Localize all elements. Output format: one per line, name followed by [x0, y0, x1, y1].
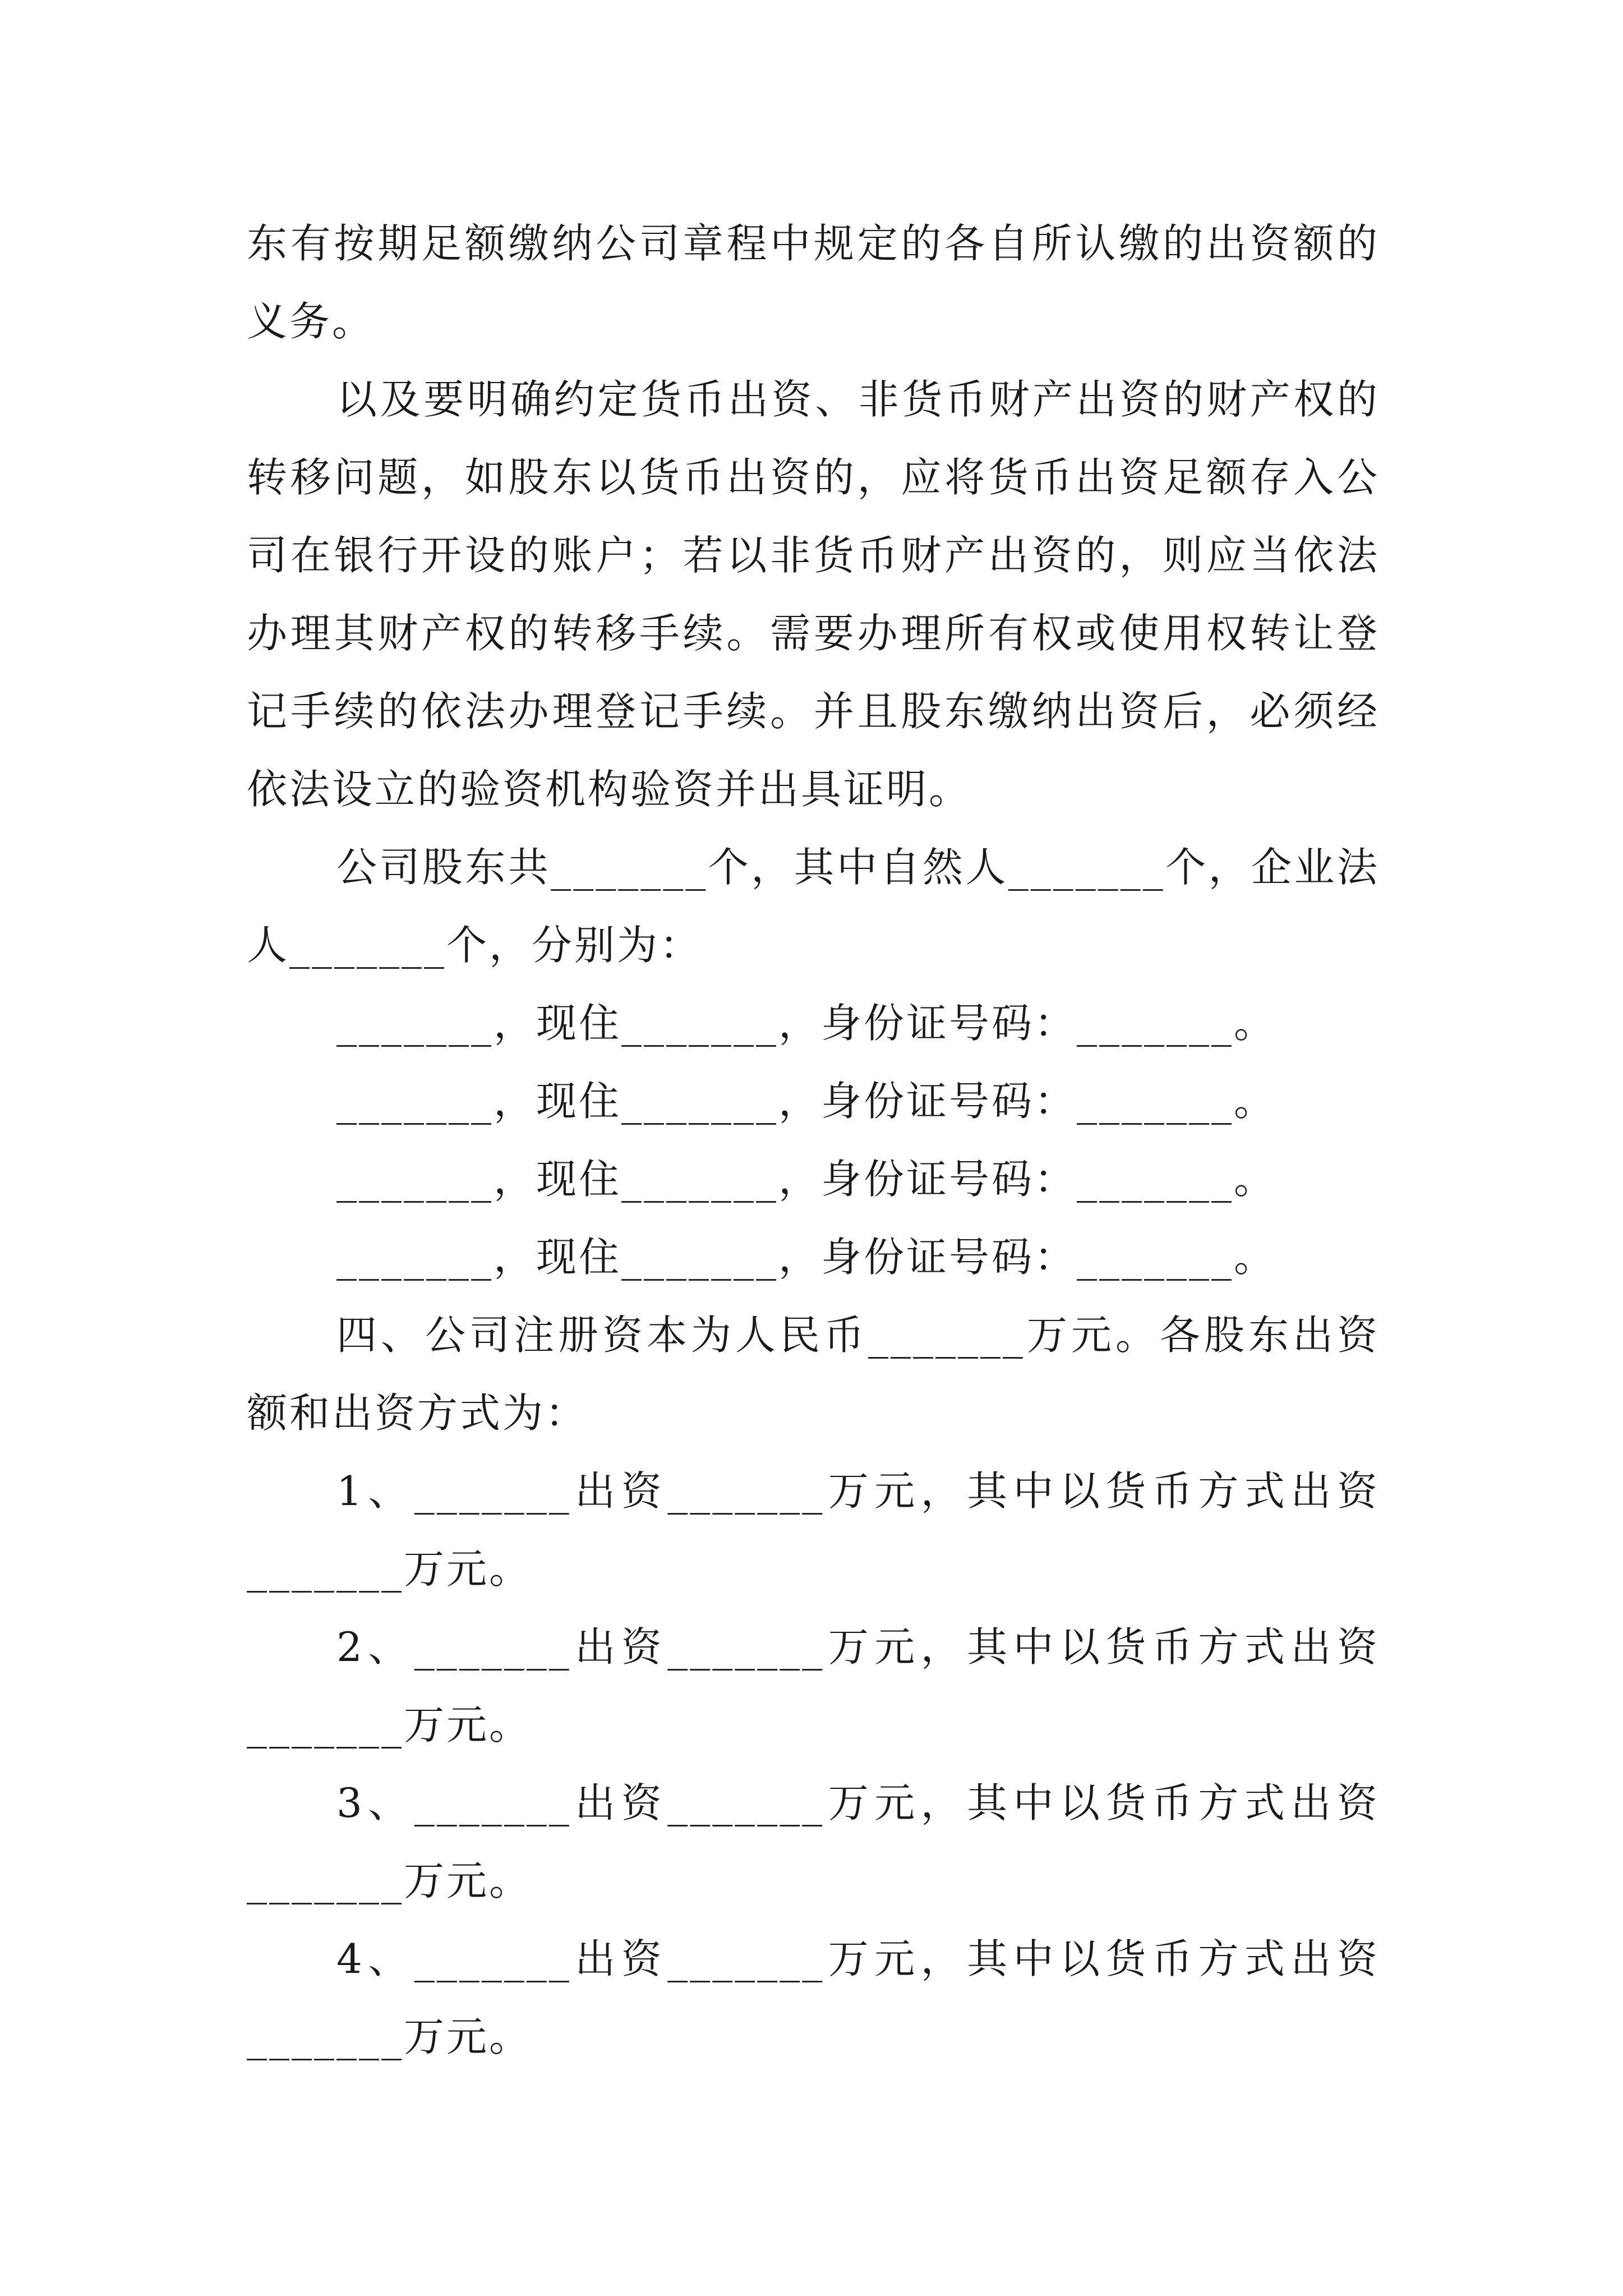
paragraph-registered-capital: 四、公司注册资本为人民币_______万元。各股东出资额和出资方式为： [247, 1312, 1380, 1437]
shareholder-entry-3: _______，现住_______，身份证号码：_______。 [336, 1156, 1277, 1203]
shareholder-entry-4: _______，现住_______，身份证号码：_______。 [336, 1234, 1277, 1281]
contribution-entry-4: 4、_______出资_______万元，其中以货币方式出资_______万元。 [247, 1935, 1380, 2060]
paragraph-obligation-continued: 东有按期足额缴纳公司章程中规定的各自所认缴的出资额的义务。 [247, 220, 1380, 345]
shareholder-entry-2: _______，现住_______，身份证号码：_______。 [336, 1078, 1277, 1125]
paragraph-shareholder-count: 公司股东共_______个，其中自然人_______个，企业法人_______个，分别为： [247, 844, 1380, 969]
document-body [247, 205, 1380, 2076]
shareholder-entry-1: _______，现住_______，身份证号码：_______。 [336, 1000, 1277, 1047]
contribution-entry-1: 1、_______出资_______万元，其中以货币方式出资_______万元。 [247, 1467, 1380, 1593]
paragraph-property-transfer: 以及要明确约定货币出资、非货币财产出资的财产权的转移问题，如股东以货币出资的，应将货币出资足额存入公司在银行开设的账户；若以非货币财产出资的，则应当依法办理其财产权的转移手续。需要办理所有权或使用权转让登记手续的依法办理登记手续。并且股东缴纳出资后，必须经依法设立的验资机构验资并出具证明。 [247, 376, 1380, 813]
contribution-entry-3: 3、_______出资_______万元，其中以货币方式出资_______万元。 [247, 1779, 1380, 1904]
contribution-entry-2: 2、_______出资_______万元，其中以货币方式出资_______万元。 [247, 1623, 1380, 1749]
